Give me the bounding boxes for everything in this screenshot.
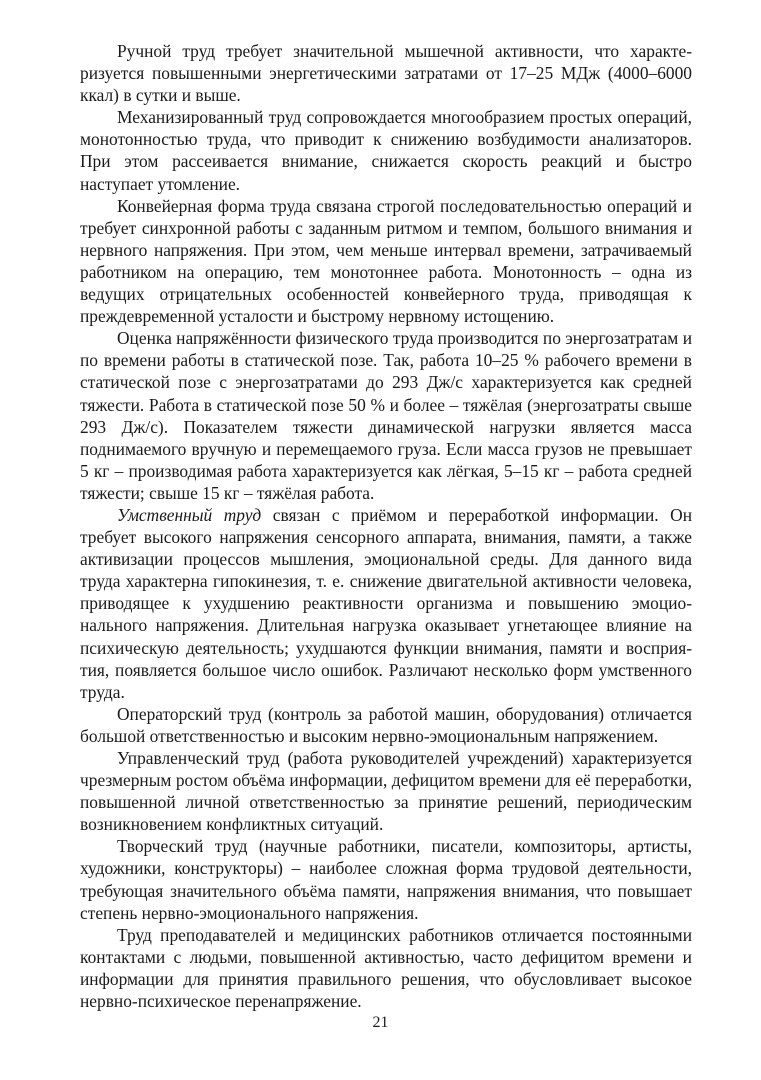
paragraph-mental-labor: Умственный труд связан с приёмом и переработкой информации. Он требует высокого напряжения сенсорного аппарата, внимания, памяти, а также активизации процессов мышления, эмоциональной среды. Для данного вида труда характерна гипокинезия, т. е. снижение двигательной активности человека, приводящее к ухудшению реактивности организма и повышению эмоционального напряжения. Длительная нагрузка оказывает угнетающее влияние на психическую деятельность; ухудшаются функции внимания, памяти и восприятия, появляется большое число ошибок. Различают несколько форм умственного труда. (80, 504, 693, 702)
paragraph-mechanized-labor: Механизированный труд сопровождается многообразием простых операций, монотонностью труда, что приводит к снижению возбудимости анализаторов. При этом рассеивается внимание, снижается скорость реакций и быстро наступает утомление. (80, 107, 692, 194)
paragraph-creative-labor: Творческий труд (научные работники, писатели, композиторы, артисты, художники, конструкторы) – наиболее сложная форма трудовой деятельности, требующая значительного объёма памяти, напряжения внимания, что повышает степень нервно-эмоционального напряжения. (80, 836, 692, 923)
paragraph-teachers-medics-labor: Труд преподавателей и медицинских работников отличается постоянными контактами с людьми, повышенной активностью, часто дефицитом времени и информации для принятия правильного решения, что обусловливает высокое нервно-психическое перенапряжение. (80, 924, 692, 1012)
page-body (80, 40, 692, 1012)
paragraph-conveyor-labor: Конвейерная форма труда связана строгой последовательностью операций и требует синхронной работы с заданным ритмом и темпом, большого внимания и нервного напряжения. При этом, чем меньше интервал времени, затрачиваемый работником на операцию, тем монотоннее работа. Монотонность – одна из ведущих отрицательных особенностей конвейерного труда, приводящая к преждевременной усталости и быстрому нервному истощению. (80, 195, 692, 327)
paragraph-physical-labor-assessment: Оценка напряжённости физического труда производится по энергозатратам и по времени работы в статической позе. Так, работа 10–25 % рабочего времени в статической позе с энергозатратами до 293 Дж/с характеризуется как средней тяжести. Работа в статической позе 50 % и более – тяжёлая (энергозатраты свыше 293 Дж/с). Показателем тяжести динамической нагрузки является масса поднимаемого вручную и перемещаемого груза. Если масса грузов не превышает 5 кг – производимая работа характеризуется как лёгкая, 5–15 кг – работа средней тяжести; свыше 15 кг – тяжёлая работа. (80, 328, 692, 503)
paragraph-management-labor: Управленческий труд (работа руководителей учреждений) характеризуется чрезмерным ростом объёма информации, дефицитом времени для её переработки, повышенной личной ответственностью за принятие решений, периодическим возникновением конфликтных ситуаций. (80, 748, 692, 835)
page-number: 21 (372, 1014, 389, 1031)
mental-labor-term: Умственный труд (117, 504, 262, 525)
paragraph-operator-labor: Операторский труд (контроль за работой машин, оборудования) отличается большой ответственностью и высоким нервно-эмоциональным напряжением. (80, 703, 692, 746)
paragraph-manual-labor: Ручной труд требует значительной мышечной активности, что характеризуется повышенными энергетическими затратами от 17–25 МДж (4000–6000 ккал) в сутки и выше. (80, 41, 692, 106)
